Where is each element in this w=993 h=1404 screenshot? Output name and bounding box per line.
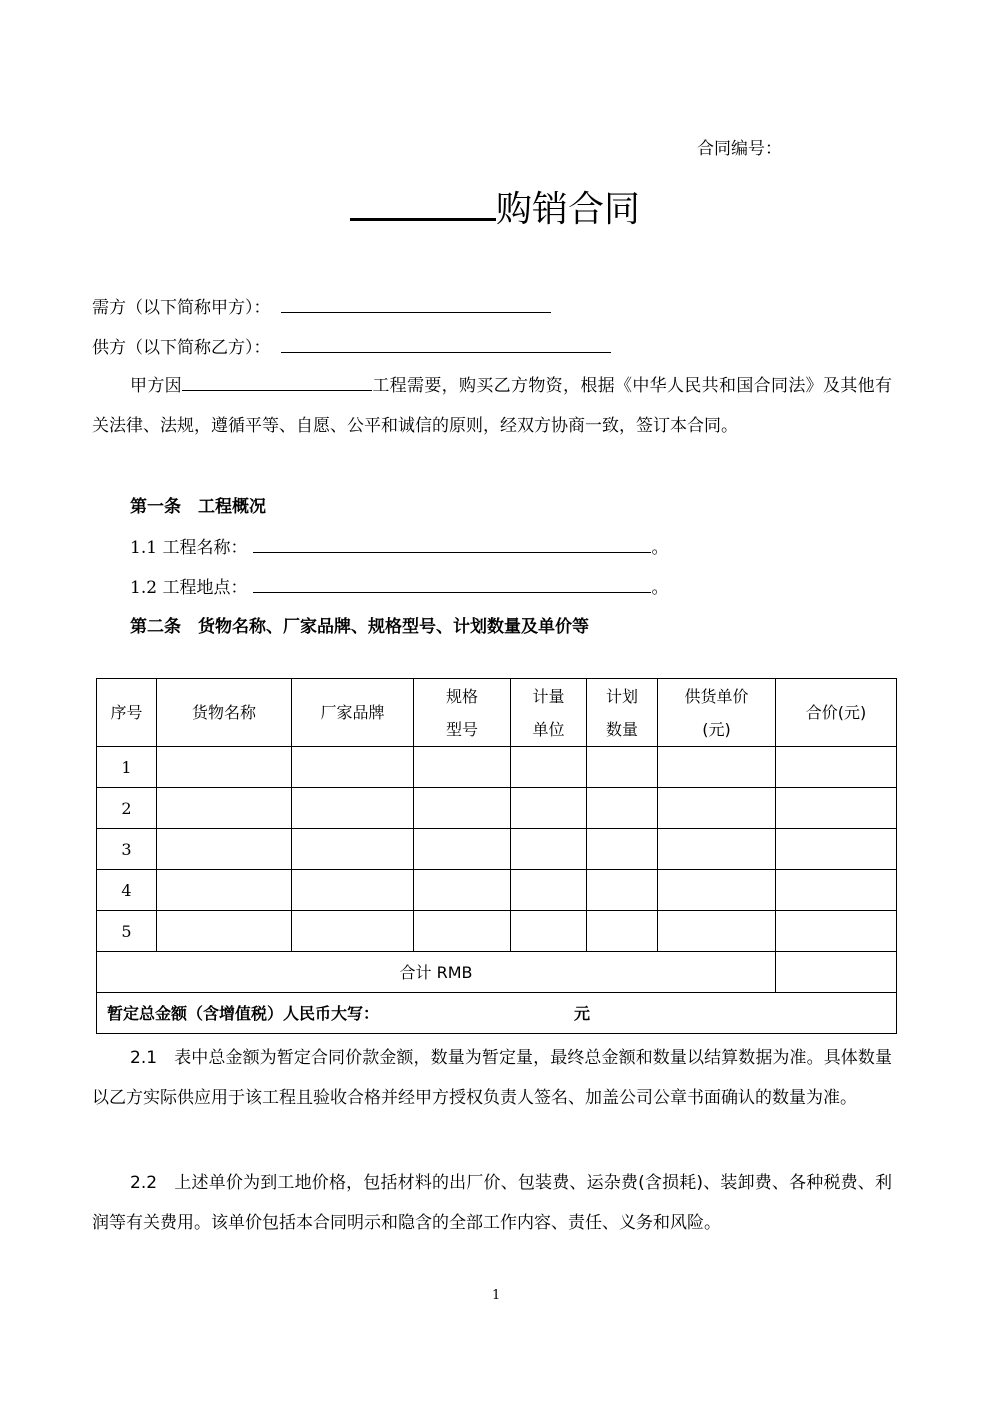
row-seq: 5	[97, 911, 157, 952]
buyer-blank	[281, 295, 551, 313]
cell-name[interactable]	[157, 747, 292, 788]
grand-total-unit: 元	[574, 1003, 591, 1023]
header-unit-price: 供货单价 (元)	[658, 679, 776, 747]
grand-total-label: 暂定总金额（含增值税）人民币大写：	[107, 1003, 380, 1023]
cell-name[interactable]	[157, 788, 292, 829]
project-location-end: 。	[651, 578, 669, 598]
project-location-label: 1.2 工程地点：	[130, 578, 248, 598]
project-name-end: 。	[651, 538, 669, 558]
cell-qty[interactable]	[587, 911, 658, 952]
seller-blank	[281, 335, 611, 353]
page-title	[350, 178, 640, 232]
cell-unit-price[interactable]	[658, 870, 776, 911]
cell-unit[interactable]	[511, 829, 587, 870]
table-row	[97, 870, 897, 911]
table-row	[97, 829, 897, 870]
cell-brand[interactable]	[292, 870, 414, 911]
page-number: 1	[492, 1288, 501, 1303]
cell-total[interactable]	[776, 911, 897, 952]
clause-2-1: 2.1 表中总金额为暂定合同价款金额，数量为暂定量，最终总金额和数量以结算数据为准。具体数量以乙方实际供应用于该工程且验收合格并经甲方授权负责人签名、加盖公司公章书面确认的数量为准。	[92, 1048, 892, 1108]
seller-line	[92, 333, 611, 358]
project-location-blank	[253, 575, 651, 593]
cell-name[interactable]	[157, 829, 292, 870]
table-header-row	[97, 679, 897, 747]
intro-after: 工程需要，购买乙方物资，根据《中华人民共和国合同法》及其他有关法律、法规，遵循平等、自愿、公平和诚信的原则，经双方协商一致，签订本合同。	[92, 376, 892, 436]
cell-total[interactable]	[776, 870, 897, 911]
cell-brand[interactable]	[292, 829, 414, 870]
article-2-heading: 第二条 货物名称、厂家品牌、规格型号、计划数量及单价等	[130, 617, 589, 637]
subtotal-row	[97, 952, 897, 993]
project-cause-blank	[182, 373, 372, 391]
clause-2-2: 2.2 上述单价为到工地价格，包括材料的出厂价、包装费、运杂费(含损耗)、装卸费、各种税费、利润等有关费用。该单价包括本合同明示和隐含的全部工作内容、责任、义务和风险。	[92, 1173, 892, 1233]
cell-name[interactable]	[157, 870, 292, 911]
cell-qty[interactable]	[587, 870, 658, 911]
header-seq: 序号	[97, 679, 157, 747]
cell-name[interactable]	[157, 911, 292, 952]
cell-qty[interactable]	[587, 788, 658, 829]
header-spec: 规格 型号	[414, 679, 511, 747]
cell-spec[interactable]	[414, 829, 511, 870]
row-seq: 4	[97, 870, 157, 911]
subtotal-value-cell[interactable]	[776, 952, 897, 993]
row-seq: 1	[97, 747, 157, 788]
cell-unit[interactable]	[511, 911, 587, 952]
cell-total[interactable]	[776, 788, 897, 829]
cell-spec[interactable]	[414, 747, 511, 788]
project-name-line	[130, 533, 668, 558]
header-unit: 计量 单位	[511, 679, 587, 747]
grand-total-row	[97, 993, 897, 1034]
table-row	[97, 788, 897, 829]
cell-total[interactable]	[776, 747, 897, 788]
cell-brand[interactable]	[292, 788, 414, 829]
cell-unit[interactable]	[511, 747, 587, 788]
cell-unit[interactable]	[511, 788, 587, 829]
row-seq: 3	[97, 829, 157, 870]
cell-unit-price[interactable]	[658, 911, 776, 952]
cell-spec[interactable]	[414, 911, 511, 952]
title-text: 购销合同	[496, 189, 641, 230]
cell-qty[interactable]	[587, 829, 658, 870]
project-name-blank	[253, 535, 651, 553]
buyer-label: 需方（以下简称甲方）：	[92, 298, 271, 318]
cell-unit-price[interactable]	[658, 788, 776, 829]
table-row	[97, 911, 897, 952]
grand-total-cell	[97, 993, 897, 1034]
title-blank-line	[350, 178, 496, 221]
contract-number-label: 合同编号：	[697, 139, 782, 159]
seller-label: 供方（以下简称乙方）：	[92, 338, 271, 358]
cell-brand[interactable]	[292, 911, 414, 952]
cell-unit[interactable]	[511, 870, 587, 911]
project-name-label: 1.1 工程名称：	[130, 538, 248, 558]
header-total: 合价(元)	[776, 679, 897, 747]
header-name: 货物名称	[157, 679, 292, 747]
cell-qty[interactable]	[587, 747, 658, 788]
cell-unit-price[interactable]	[658, 829, 776, 870]
cell-brand[interactable]	[292, 747, 414, 788]
table-row	[97, 747, 897, 788]
project-location-line	[130, 573, 668, 598]
article-1-heading: 第一条 工程概况	[130, 497, 266, 517]
cell-total[interactable]	[776, 829, 897, 870]
cell-spec[interactable]	[414, 870, 511, 911]
subtotal-label: 合计 RMB	[97, 952, 776, 993]
intro-paragraph	[92, 366, 892, 446]
header-brand: 厂家品牌	[292, 679, 414, 747]
intro-before: 甲方因	[130, 376, 182, 396]
buyer-line	[92, 293, 551, 318]
header-qty: 计划 数量	[587, 679, 658, 747]
cell-spec[interactable]	[414, 788, 511, 829]
cell-unit-price[interactable]	[658, 747, 776, 788]
goods-table	[96, 678, 897, 1034]
row-seq: 2	[97, 788, 157, 829]
